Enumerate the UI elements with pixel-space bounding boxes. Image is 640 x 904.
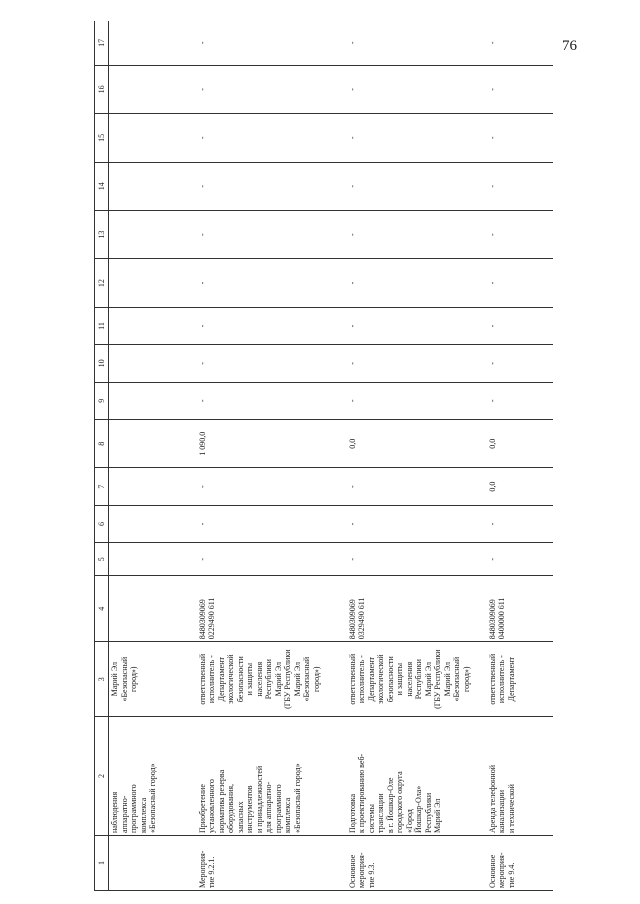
value-cell: - <box>347 382 487 419</box>
table-row <box>109 21 197 891</box>
header-cell: 1 <box>95 835 109 890</box>
value-cell <box>109 162 197 210</box>
value-cell: - <box>197 162 347 210</box>
budget-code-cell: 8480309069 0229490 611 <box>197 576 347 642</box>
value-cell: - <box>347 345 487 382</box>
header-cell: 8 <box>95 420 109 468</box>
value-cell: - <box>347 468 487 505</box>
header-cell: 13 <box>95 210 109 258</box>
value-cell <box>109 259 197 307</box>
value-cell: - <box>197 210 347 258</box>
value-cell: - <box>347 114 487 162</box>
value-cell: - <box>197 382 347 419</box>
header-cell: 14 <box>95 162 109 210</box>
value-cell: - <box>197 345 347 382</box>
table-row <box>487 21 553 891</box>
value-cell <box>109 382 197 419</box>
page-number: 76 <box>562 38 577 54</box>
value-cell: - <box>347 210 487 258</box>
event-code-cell: Мероприя- тие 9.2.1. <box>197 835 347 890</box>
value-cell: - <box>487 259 553 307</box>
value-cell: 1 090,0 <box>197 420 347 468</box>
value-cell: - <box>487 382 553 419</box>
header-row <box>95 21 109 891</box>
header-cell: 4 <box>95 576 109 642</box>
event-name-cell: Аренда телефонной канализации и технической <box>487 717 553 836</box>
executor-cell: ответственный исполнитель - Департамент экологической безопасности и защиты населения Республики Марий Эл (ГБУ Республики Марий Эл «Безопасный город») <box>197 642 347 717</box>
value-cell: - <box>197 543 347 576</box>
value-cell: - <box>487 21 553 65</box>
budget-code-cell: 8480309069 0329490 611 <box>347 576 487 642</box>
event-name-cell: наблюдения аппаратно- программного комплекса «Безопасный город» <box>109 717 197 836</box>
value-cell <box>109 65 197 113</box>
executor-cell: ответственный исполнитель - Департамент экологической безопасности и защиты населения Республики Марий Эл (ГБУ Республики Марий Эл «Безопасный город») <box>347 642 487 717</box>
value-cell: - <box>487 505 553 542</box>
value-cell: - <box>197 114 347 162</box>
table-row <box>347 21 487 891</box>
header-cell: 10 <box>95 345 109 382</box>
value-cell: - <box>487 65 553 113</box>
value-cell: - <box>197 307 347 344</box>
header-cell: 7 <box>95 468 109 505</box>
header-cell: 2 <box>95 717 109 836</box>
value-cell: - <box>487 345 553 382</box>
header-cell: 5 <box>95 543 109 576</box>
header-cell: 6 <box>95 505 109 542</box>
header-cell: 15 <box>95 114 109 162</box>
event-name-cell: Подготовка к проектированию веб- системы трансляции в г. Йошкар-Оле городского округа «Город Йошкар-Ола» Республики Марий Эл <box>347 717 487 836</box>
value-cell: - <box>347 259 487 307</box>
table-body <box>109 21 553 891</box>
event-code-cell <box>109 835 197 890</box>
value-cell: - <box>347 65 487 113</box>
value-cell: - <box>487 210 553 258</box>
event-name-cell: Приобретение установленного норматива резерва оборудования, запасных инструментов и принадлежностей для аппаратно- программного комплекса «Безопасный город» <box>197 717 347 836</box>
value-cell: 0,0 <box>347 420 487 468</box>
value-cell: - <box>487 114 553 162</box>
value-cell: - <box>487 307 553 344</box>
value-cell: - <box>347 162 487 210</box>
value-cell: 0,0 <box>487 468 553 505</box>
value-cell: - <box>347 543 487 576</box>
value-cell: - <box>197 21 347 65</box>
budget-code-cell: 8480309069 0400000 611 <box>487 576 553 642</box>
value-cell: - <box>197 468 347 505</box>
value-cell <box>109 420 197 468</box>
value-cell: - <box>197 65 347 113</box>
table-row <box>197 21 347 891</box>
value-cell <box>109 543 197 576</box>
header-cell: 11 <box>95 307 109 344</box>
value-cell <box>109 210 197 258</box>
value-cell <box>109 114 197 162</box>
value-cell: - <box>347 505 487 542</box>
event-code-cell: Основное мероприя- тие 9.3. <box>347 835 487 890</box>
executor-cell: ответственный исполнитель - Департамент <box>487 642 553 717</box>
value-cell: - <box>487 543 553 576</box>
budget-table <box>94 21 553 891</box>
header-cell: 16 <box>95 65 109 113</box>
event-code-cell: Основное мероприя- тие 9.4. <box>487 835 553 890</box>
value-cell <box>109 345 197 382</box>
value-cell: - <box>347 307 487 344</box>
value-cell: - <box>197 259 347 307</box>
value-cell: 0,0 <box>487 420 553 468</box>
value-cell: - <box>487 162 553 210</box>
header-cell: 17 <box>95 21 109 65</box>
header-cell: 3 <box>95 642 109 717</box>
executor-cell: Марий Эл «Безопасный город») <box>109 642 197 717</box>
value-cell <box>109 21 197 65</box>
value-cell <box>109 505 197 542</box>
value-cell: - <box>197 505 347 542</box>
value-cell: - <box>347 21 487 65</box>
budget-code-cell <box>109 576 197 642</box>
header-cell: 9 <box>95 382 109 419</box>
header-cell: 12 <box>95 259 109 307</box>
value-cell <box>109 307 197 344</box>
value-cell <box>109 468 197 505</box>
table-container <box>94 0 540 891</box>
